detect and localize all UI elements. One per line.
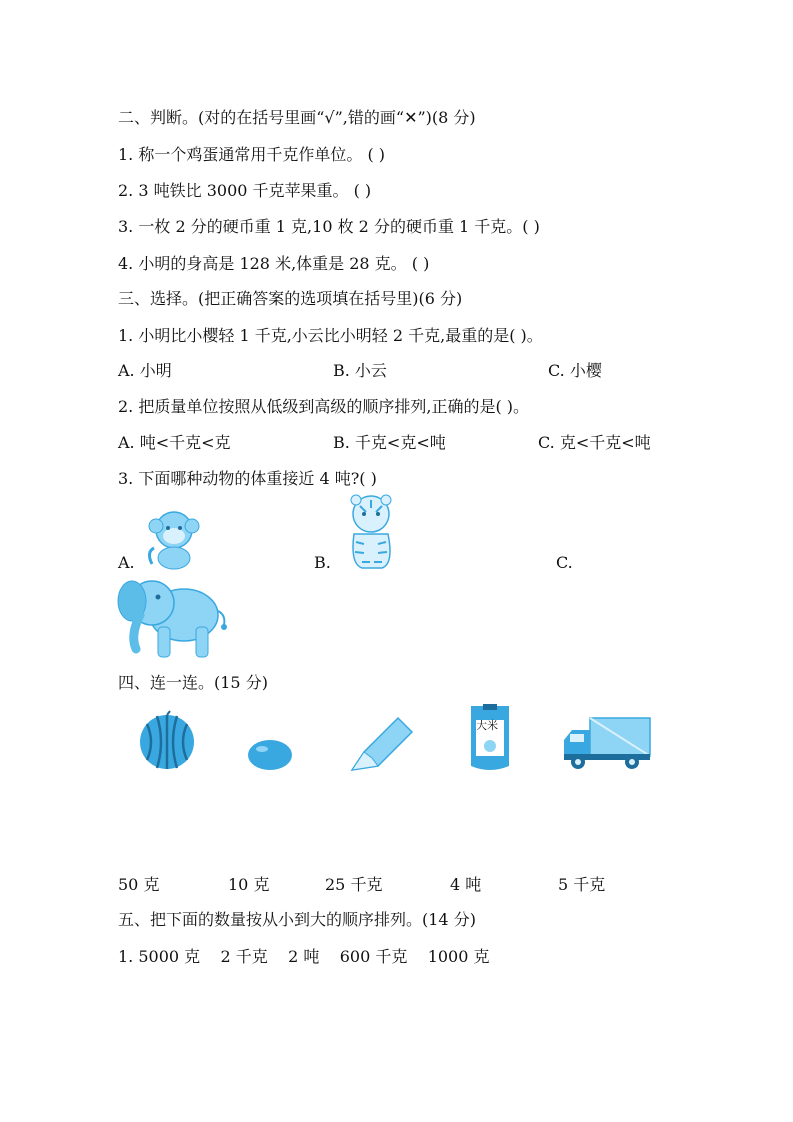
judge-item-2: 2. 3 吨铁比 3000 千克苹果重。 ( ) <box>118 181 372 200</box>
truck-icon <box>562 714 652 772</box>
q3-option-a: A. <box>118 553 135 572</box>
judge-item-3: 3. 一枚 2 分的硬币重 1 克,10 枚 2 分的硬币重 1 千克。( ) <box>118 217 540 236</box>
section-2-title: 二、判断。(对的在括号里画“√”,错的画“✕”)(8 分) <box>118 108 476 127</box>
weight-label-3: 25 千克 <box>325 875 383 894</box>
weight-label-4: 4 吨 <box>450 875 482 894</box>
choice-q2: 2. 把质量单位按照从低级到高级的顺序排列,正确的是( )。 <box>118 397 530 416</box>
q3-option-b: B. <box>314 553 331 572</box>
weight-label-5: 5 千克 <box>558 875 606 894</box>
egg-icon <box>246 738 294 772</box>
tiger-icon <box>342 492 400 572</box>
choice-q3: 3. 下面哪种动物的体重接近 4 吨?( ) <box>118 469 377 488</box>
weight-label-1: 50 克 <box>118 875 160 894</box>
watermelon-icon <box>137 710 197 772</box>
q2-option-b: B. 千克<克<吨 <box>333 433 446 452</box>
q1-option-a: A. 小明 <box>118 361 172 380</box>
q1-option-b: B. 小云 <box>333 361 387 380</box>
judge-item-4: 4. 小明的身高是 128 米,体重是 28 克。 ( ) <box>118 254 430 273</box>
judge-item-1: 1. 称一个鸡蛋通常用千克作单位。 ( ) <box>118 145 386 164</box>
rice-bag-label: 大米 <box>476 719 498 732</box>
order-q1: 1. 5000 克 2 千克 2 吨 600 千克 1000 克 <box>118 947 490 966</box>
section-3-title: 三、选择。(把正确答案的选项填在括号里)(6 分) <box>118 289 463 308</box>
section-4-title: 四、连一连。(15 分) <box>118 673 268 692</box>
weight-label-2: 10 克 <box>228 875 270 894</box>
elephant-icon <box>116 575 232 661</box>
rice-bag-icon <box>467 702 513 774</box>
q3-option-c: C. <box>556 553 573 572</box>
q2-option-a: A. 吨<千克<克 <box>118 433 231 452</box>
monkey-icon <box>144 508 204 572</box>
choice-q1: 1. 小明比小樱轻 1 千克,小云比小明轻 2 千克,最重的是( )。 <box>118 326 543 345</box>
q1-option-c: C. 小樱 <box>548 361 602 380</box>
pencil-icon <box>350 714 414 774</box>
q2-option-c: C. 克<千克<吨 <box>538 433 651 452</box>
section-5-title: 五、把下面的数量按从小到大的顺序排列。(14 分) <box>118 910 476 929</box>
